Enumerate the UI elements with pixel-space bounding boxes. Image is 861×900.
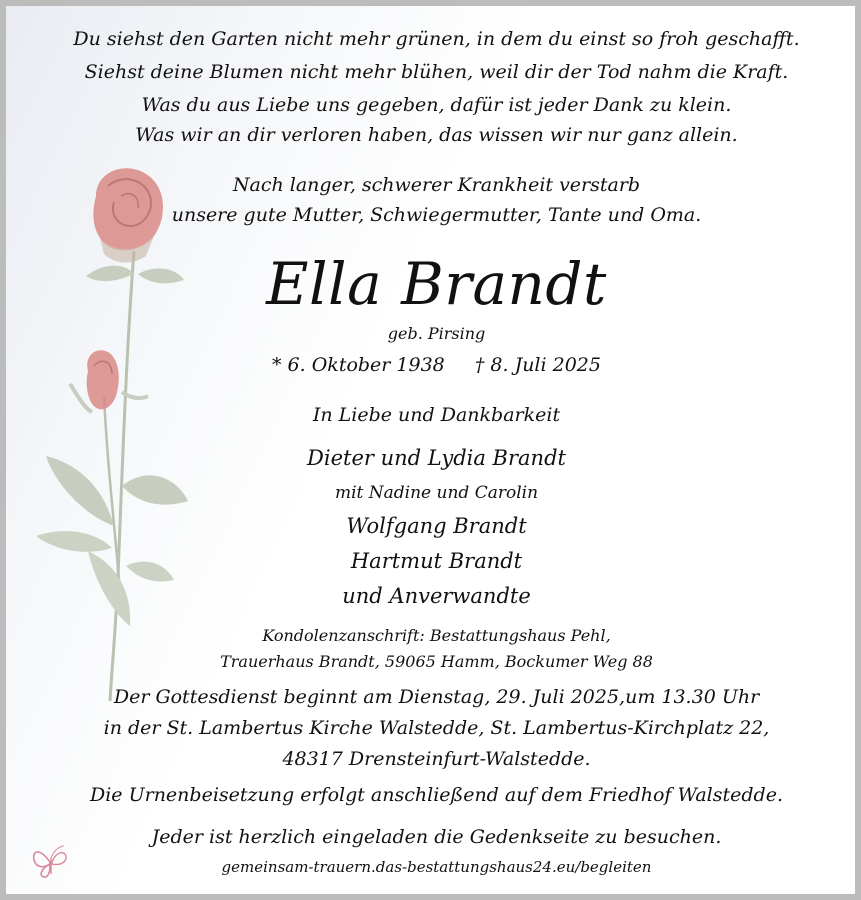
- life-dates: [6, 354, 861, 376]
- burial-line: Die Urnenbeisetzung erfolgt anschließend auf dem Friedhof Walstedde.: [90, 784, 783, 806]
- mourner-name: Hartmut Brandt: [350, 549, 523, 573]
- deceased-name: Ella Brandt: [266, 250, 607, 318]
- condolence-line: Kondolenzanschrift: Bestattungshaus Pehl,: [262, 626, 611, 645]
- service-line: in der St. Lambertus Kirche Walstedde, St. Lambertus-Kirchplatz 22,: [103, 717, 770, 739]
- death-date: † 8. Juli 2025: [474, 354, 601, 376]
- mourner-name: mit Nadine und Carolin: [334, 483, 539, 503]
- mourners-intro: In Liebe und Dankbarkeit: [312, 404, 561, 426]
- mourner-name: und Anverwandte: [342, 584, 531, 608]
- poem-line: Was wir an dir verloren haben, das wissen wir nur ganz allein.: [135, 124, 738, 146]
- memorial-url[interactable]: gemeinsam-trauern.das-bestattungshaus24.eu/begleiten: [221, 858, 652, 876]
- mourner-name: Wolfgang Brandt: [346, 514, 527, 538]
- mourner-name: Dieter und Lydia Brandt: [307, 446, 566, 470]
- poem-line: Du siehst den Garten nicht mehr grünen, in dem du einst so froh geschafft.: [73, 28, 800, 50]
- intro-line: unsere gute Mutter, Schwiegermutter, Tante und Oma.: [171, 204, 702, 226]
- birth-name: geb. Pirsing: [387, 324, 486, 343]
- intro-line: Nach langer, schwerer Krankheit verstarb: [232, 174, 641, 196]
- service-line: 48317 Drensteinfurt-Walstedde.: [282, 748, 591, 770]
- birth-date: * 6. Oktober 1938: [272, 354, 445, 376]
- condolence-line: Trauerhaus Brandt, 59065 Hamm, Bockumer Weg 88: [220, 652, 653, 671]
- poem-line: Siehst deine Blumen nicht mehr blühen, weil dir der Tod nahm die Kraft.: [84, 61, 789, 83]
- invite-line: Jeder ist herzlich eingeladen die Gedenkseite zu besuchen.: [151, 826, 722, 848]
- poem-line: Was du aus Liebe uns gegeben, dafür ist jeder Dank zu klein.: [141, 94, 732, 116]
- service-line: Der Gottesdienst beginnt am Dienstag, 29. Juli 2025,um 13.30 Uhr: [113, 686, 760, 708]
